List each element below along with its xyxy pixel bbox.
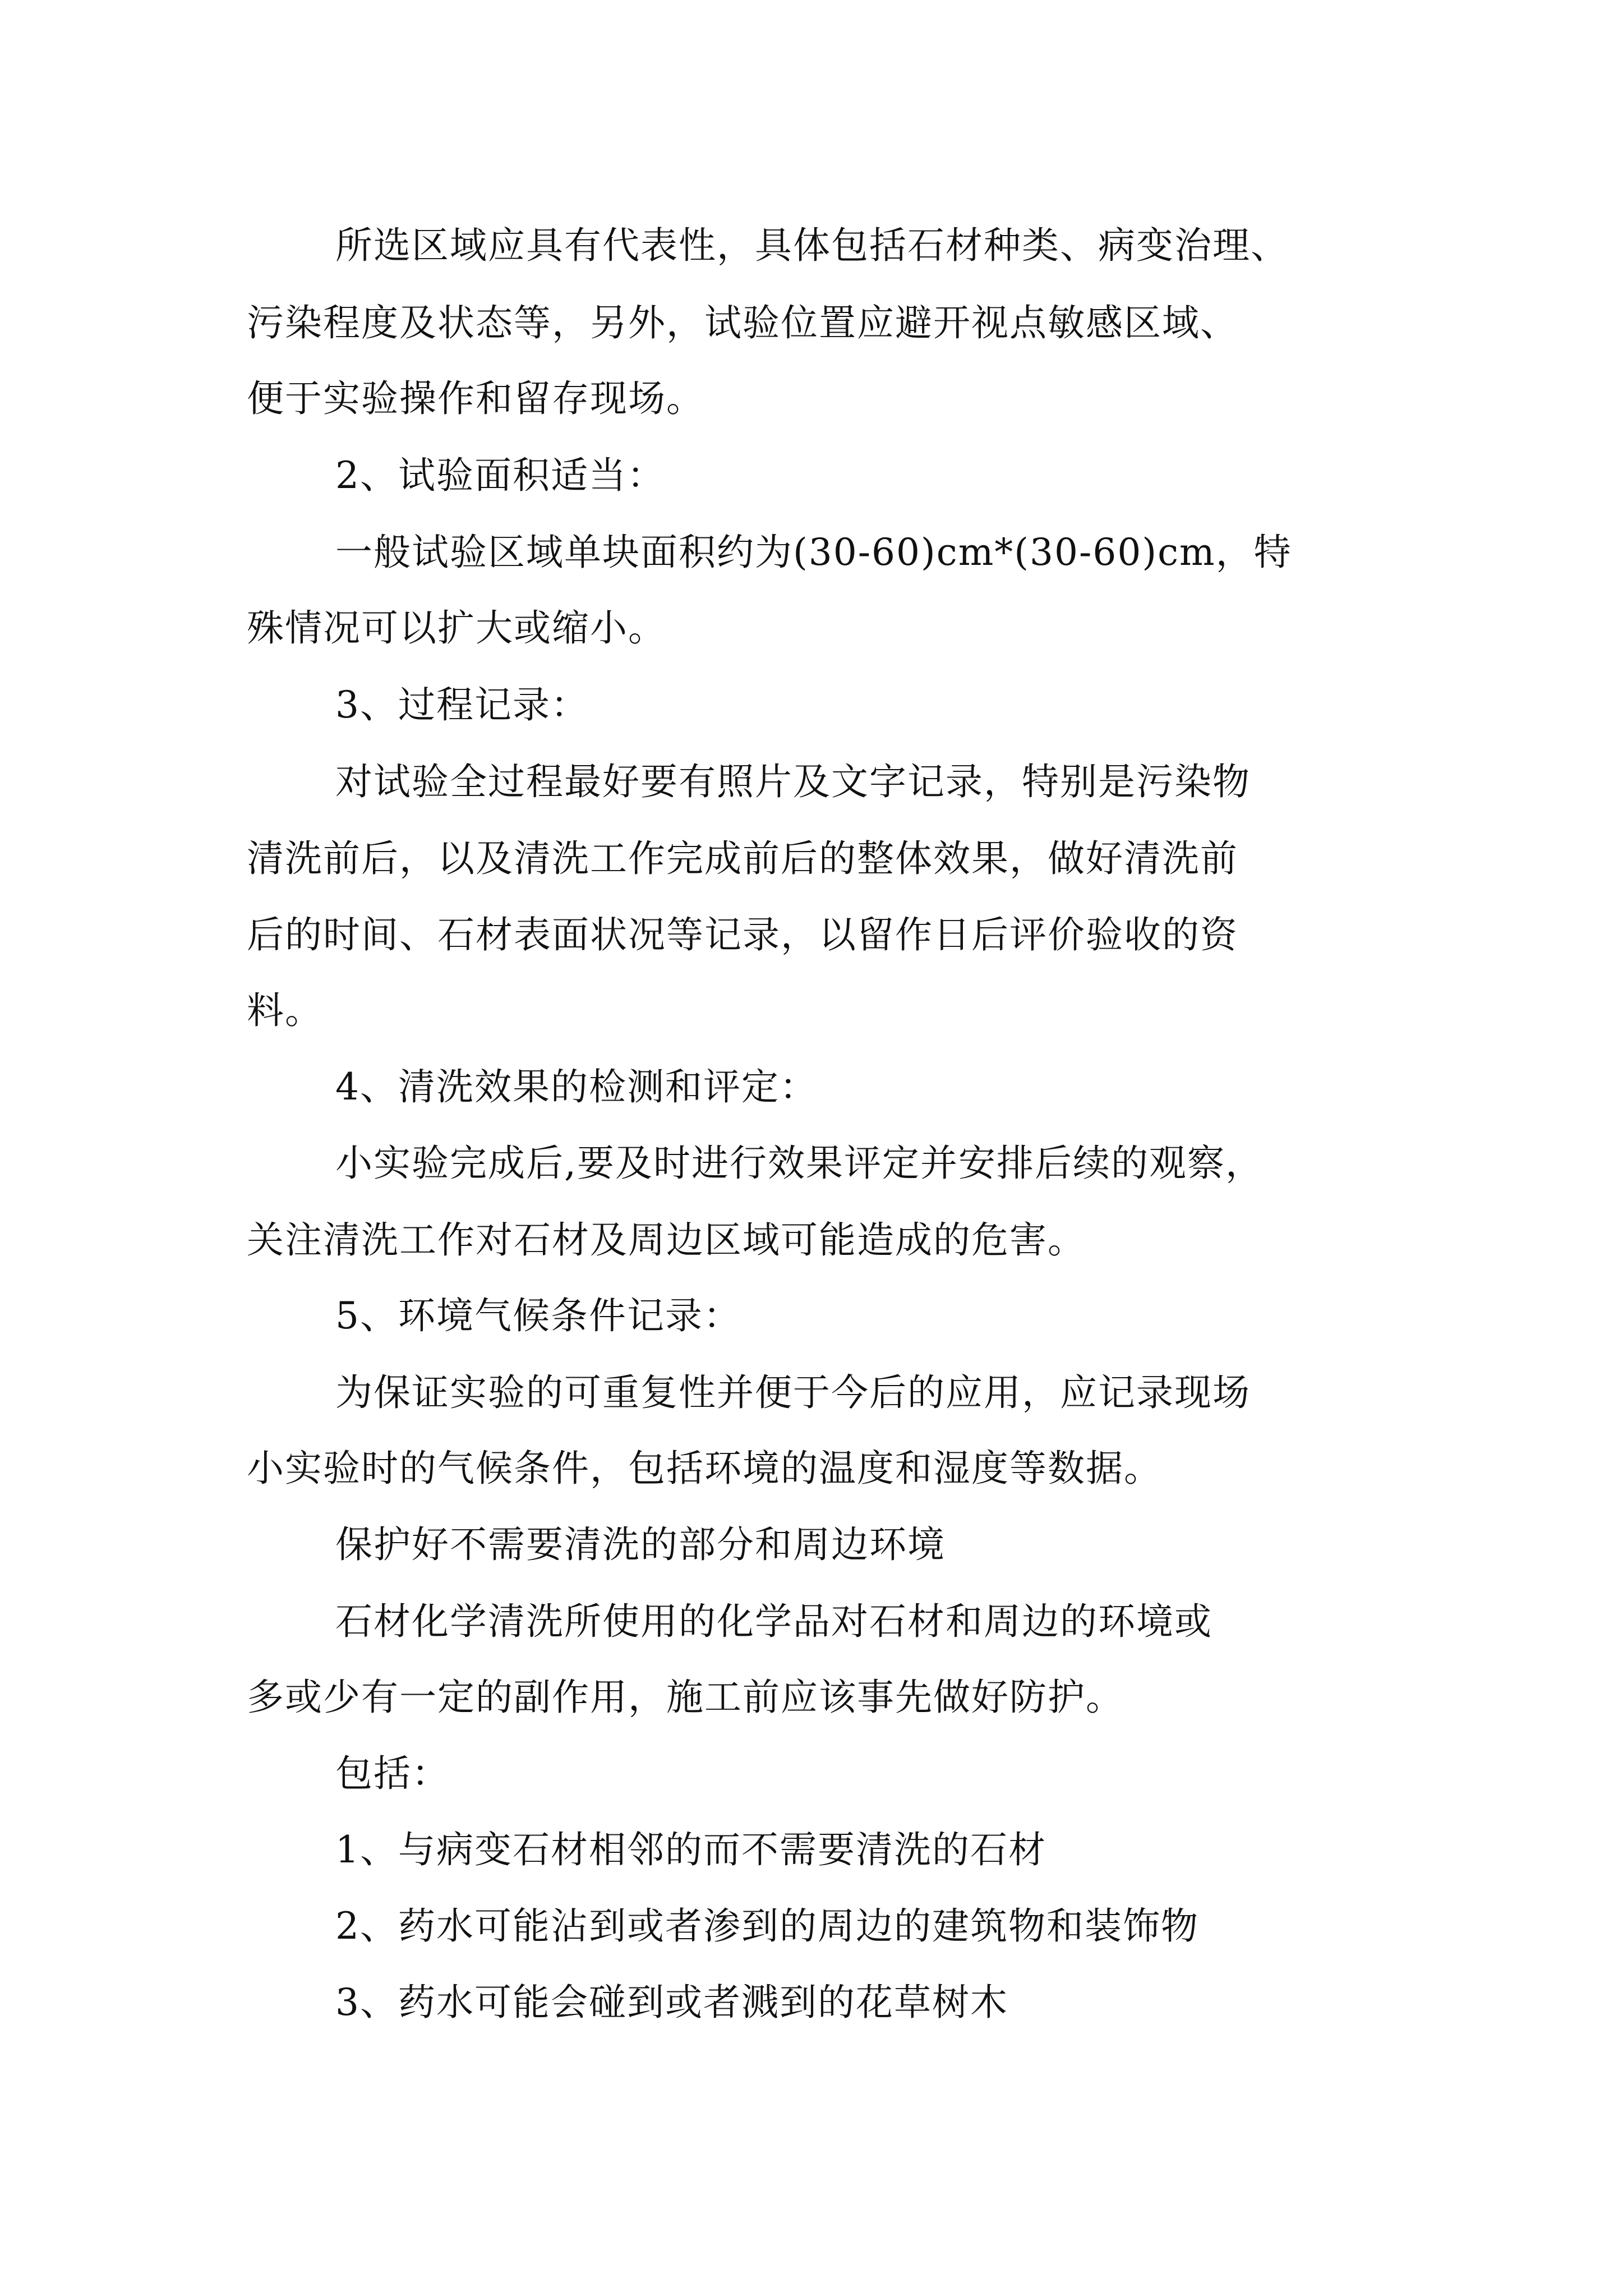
section-heading-protection: 保护好不需要清洗的部分和周边环境: [335, 1523, 946, 1566]
list-item-2: 2、药水可能沾到或者渗到的周边的建筑物和装饰物: [335, 1904, 1199, 1948]
section-heading-3: 3、过程记录：: [335, 683, 589, 726]
text-line-9: 清洗前后，以及清洗工作完成前后的整体效果，做好清洗前: [247, 837, 1238, 880]
text-line-5: 一般试验区域单块面积约为(30-60)cm*(30-60)cm，特: [335, 531, 1292, 574]
text-line-2: 污染程度及状态等，另外，试验位置应避开视点敏感区域、: [247, 301, 1238, 344]
text-line-11: 料。: [247, 989, 323, 1032]
list-item-3: 3、药水可能会碰到或者溅到的花草树木: [335, 1981, 1008, 2024]
text-line-6: 殊情况可以扩大或缩小。: [247, 606, 666, 650]
text-line-21: 包括：: [335, 1752, 450, 1795]
section-heading-4: 4、清洗效果的检测和评定：: [335, 1065, 818, 1108]
text-line-20: 多或少有一定的副作用，施工前应该事先做好防护。: [247, 1676, 1124, 1719]
text-line-14: 关注清洗工作对石材及周边区域可能造成的危害。: [247, 1218, 1086, 1262]
text-line-1: 所选区域应具有代表性，具体包括石材种类、病变治理、: [335, 224, 1289, 267]
section-heading-5: 5、环境气候条件记录：: [335, 1294, 741, 1337]
text-line-10: 后的时间、石材表面状况等记录，以留作日后评价验收的资: [247, 913, 1238, 956]
text-line-8: 对试验全过程最好要有照片及文字记录，特别是污染物: [335, 760, 1251, 803]
list-item-1: 1、与病变石材相邻的而不需要清洗的石材: [335, 1828, 1046, 1871]
text-line-19: 石材化学清洗所使用的化学品对石材和周边的环境或: [335, 1600, 1212, 1643]
text-line-16: 为保证实验的可重复性并便于今后的应用，应记录现场: [335, 1371, 1251, 1414]
text-line-13: 小实验完成后,要及时进行效果评定并安排后续的观察，: [335, 1142, 1264, 1185]
text-line-17: 小实验时的气候条件，包括环境的温度和湿度等数据。: [247, 1447, 1162, 1490]
section-heading-2: 2、试验面积适当：: [335, 454, 665, 497]
text-line-3: 便于实验操作和留存现场。: [247, 377, 704, 420]
